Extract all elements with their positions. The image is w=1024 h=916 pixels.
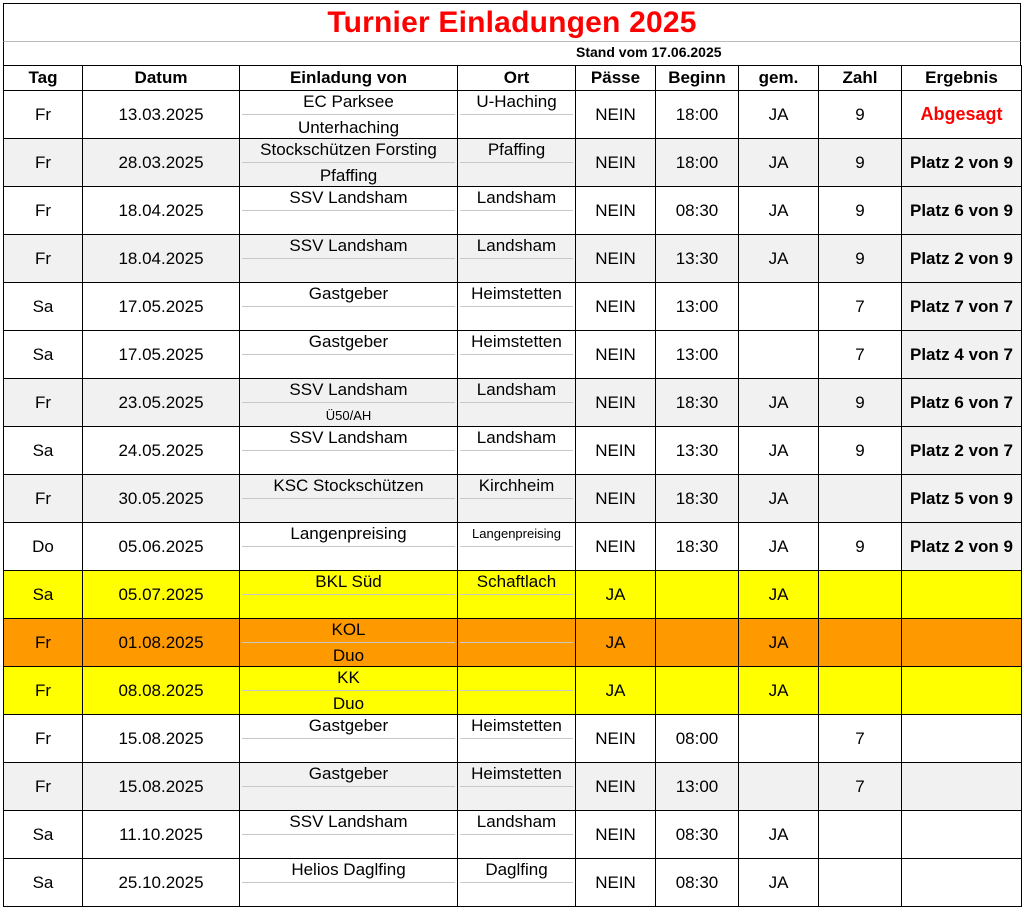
- cell-ergebnis: [902, 763, 1022, 811]
- cell-ergebnis: [902, 715, 1022, 763]
- cell-ergebnis: Platz 6 von 7: [902, 379, 1022, 427]
- header-row: [4, 66, 1022, 91]
- einladung-line1: Helios Daglfing: [242, 859, 455, 883]
- ort-value: Landsham: [460, 379, 573, 403]
- einladung-line2: [240, 787, 457, 810]
- cell-gem: JA: [739, 91, 819, 139]
- cell-ergebnis: [902, 859, 1022, 907]
- cell-zahl: 9: [819, 235, 902, 283]
- title-row: [3, 3, 1021, 41]
- cell-ergebnis: Platz 2 von 7: [902, 427, 1022, 475]
- cell-gem: JA: [739, 667, 819, 715]
- cell-paesse: JA: [576, 571, 656, 619]
- header-einladung: Einladung von: [240, 66, 458, 91]
- cell-gem: JA: [739, 811, 819, 859]
- table-row: [4, 523, 1022, 571]
- cell-gem: JA: [739, 475, 819, 523]
- header-zahl: Zahl: [819, 66, 902, 91]
- table-row: [4, 187, 1022, 235]
- cell-beginn: [656, 571, 739, 619]
- cell-tag: Fr: [4, 715, 83, 763]
- cell-zahl: 7: [819, 283, 902, 331]
- cell-ergebnis: Platz 6 von 9: [902, 187, 1022, 235]
- einladung-line2: [240, 883, 457, 906]
- cell-ergebnis: [902, 619, 1022, 667]
- tournament-table: [3, 65, 1022, 907]
- cell-gem: JA: [739, 571, 819, 619]
- cell-beginn: 13:30: [656, 427, 739, 475]
- cell-tag: Fr: [4, 91, 83, 139]
- cell-ergebnis: Platz 2 von 9: [902, 523, 1022, 571]
- cell-paesse: JA: [576, 619, 656, 667]
- ort-value: Langenpreising: [460, 523, 573, 547]
- einladung-line1: Stockschützen Forsting: [242, 139, 455, 163]
- cell-ort: [458, 523, 576, 571]
- ort-empty-line: [458, 451, 575, 474]
- cell-ergebnis: Platz 7 von 7: [902, 283, 1022, 331]
- cell-tag: Sa: [4, 859, 83, 907]
- cell-einladung: [240, 619, 458, 667]
- cell-gem: [739, 763, 819, 811]
- header-ergebnis: Ergebnis: [902, 66, 1022, 91]
- cell-beginn: [656, 667, 739, 715]
- ort-empty-line: [458, 403, 575, 426]
- table-row: [4, 571, 1022, 619]
- cell-einladung: [240, 331, 458, 379]
- table-row: [4, 331, 1022, 379]
- stand-row: [3, 41, 1021, 65]
- einladung-line2: Pfaffing: [319, 166, 378, 185]
- cell-ort: [458, 283, 576, 331]
- header-ort: Ort: [458, 66, 576, 91]
- einladung-line2: [240, 595, 457, 618]
- einladung-line1: Gastgeber: [242, 331, 455, 355]
- ort-value: Landsham: [460, 811, 573, 835]
- cell-ergebnis: [902, 667, 1022, 715]
- header-beginn: Beginn: [656, 66, 739, 91]
- einladung-line2: [240, 499, 457, 522]
- cell-einladung: [240, 379, 458, 427]
- cell-tag: Do: [4, 523, 83, 571]
- cell-beginn: 13:00: [656, 283, 739, 331]
- cell-zahl: [819, 667, 902, 715]
- cell-beginn: 08:00: [656, 715, 739, 763]
- einladung-line1: KSC Stockschützen: [242, 475, 455, 499]
- cell-beginn: 18:00: [656, 91, 739, 139]
- cell-ergebnis: Platz 5 von 9: [902, 475, 1022, 523]
- cell-paesse: NEIN: [576, 475, 656, 523]
- cell-tag: Sa: [4, 427, 83, 475]
- cell-zahl: 9: [819, 187, 902, 235]
- cell-beginn: 18:00: [656, 139, 739, 187]
- cell-gem: [739, 331, 819, 379]
- cell-ergebnis: Abgesagt: [902, 91, 1022, 139]
- cell-datum: 17.05.2025: [83, 331, 240, 379]
- einladung-line1: BKL Süd: [242, 571, 455, 595]
- cell-einladung: [240, 475, 458, 523]
- ort-empty-line: [458, 691, 575, 714]
- cell-gem: [739, 715, 819, 763]
- cell-tag: Fr: [4, 763, 83, 811]
- ort-empty-line: [458, 547, 575, 570]
- cell-datum: 05.06.2025: [83, 523, 240, 571]
- cell-einladung: [240, 427, 458, 475]
- einladung-line2: [240, 355, 457, 378]
- cell-ort: [458, 187, 576, 235]
- einladung-line1: Langenpreising: [242, 523, 455, 547]
- cell-datum: 05.07.2025: [83, 571, 240, 619]
- ort-empty-line: [458, 499, 575, 522]
- table-row: [4, 139, 1022, 187]
- einladung-line1: SSV Landsham: [242, 235, 455, 259]
- einladung-line2: [240, 259, 457, 282]
- table-row: [4, 283, 1022, 331]
- cell-ort: [458, 91, 576, 139]
- cell-datum: 11.10.2025: [83, 811, 240, 859]
- cell-zahl: 7: [819, 331, 902, 379]
- einladung-line1: Gastgeber: [242, 763, 455, 787]
- cell-datum: 13.03.2025: [83, 91, 240, 139]
- cell-tag: Sa: [4, 571, 83, 619]
- cell-gem: JA: [739, 139, 819, 187]
- cell-ort: [458, 139, 576, 187]
- cell-einladung: [240, 91, 458, 139]
- cell-datum: 30.05.2025: [83, 475, 240, 523]
- cell-paesse: NEIN: [576, 379, 656, 427]
- cell-tag: Fr: [4, 475, 83, 523]
- einladung-line2: [240, 739, 457, 762]
- cell-zahl: [819, 811, 902, 859]
- cell-tag: Fr: [4, 235, 83, 283]
- cell-einladung: [240, 187, 458, 235]
- cell-ergebnis: Platz 2 von 9: [902, 235, 1022, 283]
- cell-tag: Sa: [4, 283, 83, 331]
- cell-beginn: 18:30: [656, 523, 739, 571]
- stand-date: Stand vom 17.06.2025: [576, 44, 722, 60]
- cell-tag: Sa: [4, 811, 83, 859]
- ort-empty-line: [458, 211, 575, 234]
- cell-zahl: 9: [819, 139, 902, 187]
- ort-value: Heimstetten: [460, 331, 573, 355]
- table-row: [4, 235, 1022, 283]
- cell-zahl: 9: [819, 379, 902, 427]
- table-row: [4, 619, 1022, 667]
- cell-datum: 25.10.2025: [83, 859, 240, 907]
- ort-value: U-Haching: [460, 91, 573, 115]
- cell-paesse: NEIN: [576, 283, 656, 331]
- cell-beginn: 08:30: [656, 859, 739, 907]
- ort-value: Heimstetten: [460, 715, 573, 739]
- cell-beginn: 08:30: [656, 187, 739, 235]
- cell-beginn: 18:30: [656, 379, 739, 427]
- table-row: [4, 763, 1022, 811]
- cell-ort: [458, 763, 576, 811]
- cell-gem: JA: [739, 619, 819, 667]
- einladung-line2: Unterhaching: [297, 118, 400, 137]
- table-row: [4, 475, 1022, 523]
- einladung-line1: KOL: [242, 619, 455, 643]
- cell-paesse: NEIN: [576, 91, 656, 139]
- ort-empty-line: [458, 883, 575, 906]
- einladung-line1: SSV Landsham: [242, 427, 455, 451]
- cell-paesse: NEIN: [576, 331, 656, 379]
- einladung-line1: KK: [242, 667, 455, 691]
- cell-ort: [458, 859, 576, 907]
- cell-einladung: [240, 283, 458, 331]
- ort-empty-line: [458, 739, 575, 762]
- cell-zahl: [819, 619, 902, 667]
- ort-empty-line: [458, 163, 575, 186]
- cell-datum: 24.05.2025: [83, 427, 240, 475]
- einladung-line1: Gastgeber: [242, 715, 455, 739]
- cell-datum: 23.05.2025: [83, 379, 240, 427]
- cell-tag: Fr: [4, 619, 83, 667]
- table-row: [4, 859, 1022, 907]
- table-row: [4, 427, 1022, 475]
- cell-paesse: NEIN: [576, 859, 656, 907]
- cell-ort: [458, 235, 576, 283]
- cell-tag: Fr: [4, 139, 83, 187]
- cell-gem: JA: [739, 379, 819, 427]
- cell-zahl: [819, 859, 902, 907]
- ort-value: Landsham: [460, 187, 573, 211]
- ort-value: Pfaffing: [460, 139, 573, 163]
- cell-ort: [458, 811, 576, 859]
- einladung-line2: [240, 835, 457, 858]
- cell-datum: 18.04.2025: [83, 187, 240, 235]
- ort-empty-line: [458, 595, 575, 618]
- cell-tag: Fr: [4, 379, 83, 427]
- cell-ergebnis: [902, 811, 1022, 859]
- cell-zahl: 9: [819, 427, 902, 475]
- ort-value: Daglfing: [460, 859, 573, 883]
- cell-ergebnis: Platz 4 von 7: [902, 331, 1022, 379]
- cell-paesse: NEIN: [576, 139, 656, 187]
- header-gem: gem.: [739, 66, 819, 91]
- ort-empty-line: [458, 307, 575, 330]
- cell-beginn: 13:00: [656, 331, 739, 379]
- cell-ergebnis: Platz 2 von 9: [902, 139, 1022, 187]
- cell-ort: [458, 715, 576, 763]
- cell-datum: 17.05.2025: [83, 283, 240, 331]
- page-title: Turnier Einladungen 2025: [327, 5, 697, 39]
- ort-value: [460, 619, 573, 643]
- cell-paesse: NEIN: [576, 811, 656, 859]
- cell-ort: [458, 427, 576, 475]
- cell-einladung: [240, 763, 458, 811]
- cell-einladung: [240, 571, 458, 619]
- ort-value: [460, 667, 573, 691]
- cell-ort: [458, 331, 576, 379]
- einladung-line2: Duo: [332, 694, 365, 713]
- cell-datum: 01.08.2025: [83, 619, 240, 667]
- table-row: [4, 379, 1022, 427]
- einladung-line1: SSV Landsham: [242, 379, 455, 403]
- cell-datum: 15.08.2025: [83, 715, 240, 763]
- cell-beginn: 18:30: [656, 475, 739, 523]
- cell-gem: JA: [739, 859, 819, 907]
- cell-paesse: NEIN: [576, 523, 656, 571]
- cell-einladung: [240, 235, 458, 283]
- cell-beginn: [656, 619, 739, 667]
- cell-gem: JA: [739, 427, 819, 475]
- table-row: [4, 811, 1022, 859]
- ort-empty-line: [458, 787, 575, 810]
- ort-empty-line: [458, 355, 575, 378]
- ort-value: Schaftlach: [460, 571, 573, 595]
- cell-gem: JA: [739, 187, 819, 235]
- einladung-line2: [240, 211, 457, 234]
- cell-ort: [458, 571, 576, 619]
- header-tag: Tag: [4, 66, 83, 91]
- ort-empty-line: [458, 115, 575, 138]
- einladung-line1: EC Parksee: [242, 91, 455, 115]
- ort-empty-line: [458, 835, 575, 858]
- cell-tag: Fr: [4, 187, 83, 235]
- ort-value: Heimstetten: [460, 283, 573, 307]
- cell-paesse: NEIN: [576, 235, 656, 283]
- cell-zahl: 7: [819, 763, 902, 811]
- einladung-line1: Gastgeber: [242, 283, 455, 307]
- ort-empty-line: [458, 643, 575, 666]
- header-datum: Datum: [83, 66, 240, 91]
- cell-einladung: [240, 811, 458, 859]
- cell-ergebnis: [902, 571, 1022, 619]
- cell-gem: [739, 283, 819, 331]
- cell-paesse: NEIN: [576, 763, 656, 811]
- cell-zahl: 7: [819, 715, 902, 763]
- cell-zahl: 9: [819, 523, 902, 571]
- cell-gem: JA: [739, 235, 819, 283]
- einladung-line2: Ü50/AH: [325, 408, 372, 423]
- cell-ort: [458, 475, 576, 523]
- einladung-line2: Duo: [332, 646, 365, 665]
- cell-gem: JA: [739, 523, 819, 571]
- cell-paesse: JA: [576, 667, 656, 715]
- cell-beginn: 08:30: [656, 811, 739, 859]
- einladung-line1: SSV Landsham: [242, 811, 455, 835]
- einladung-line2: [240, 307, 457, 330]
- cell-zahl: [819, 571, 902, 619]
- ort-value: Landsham: [460, 427, 573, 451]
- cell-einladung: [240, 715, 458, 763]
- cell-beginn: 13:30: [656, 235, 739, 283]
- cell-tag: Fr: [4, 667, 83, 715]
- cell-tag: Sa: [4, 331, 83, 379]
- ort-empty-line: [458, 259, 575, 282]
- cell-ort: [458, 667, 576, 715]
- cell-zahl: [819, 475, 902, 523]
- cell-beginn: 13:00: [656, 763, 739, 811]
- cell-einladung: [240, 139, 458, 187]
- table-row: [4, 667, 1022, 715]
- cell-ort: [458, 379, 576, 427]
- header-paesse: Pässe: [576, 66, 656, 91]
- cell-einladung: [240, 667, 458, 715]
- table-row: [4, 91, 1022, 139]
- ort-value: Heimstetten: [460, 763, 573, 787]
- ort-value: Landsham: [460, 235, 573, 259]
- cell-datum: 28.03.2025: [83, 139, 240, 187]
- einladung-line2: [240, 451, 457, 474]
- ort-value: Kirchheim: [460, 475, 573, 499]
- cell-paesse: NEIN: [576, 715, 656, 763]
- cell-einladung: [240, 859, 458, 907]
- cell-paesse: NEIN: [576, 427, 656, 475]
- cell-paesse: NEIN: [576, 187, 656, 235]
- cell-ort: [458, 619, 576, 667]
- cell-datum: 18.04.2025: [83, 235, 240, 283]
- einladung-line1: SSV Landsham: [242, 187, 455, 211]
- cell-einladung: [240, 523, 458, 571]
- cell-zahl: 9: [819, 91, 902, 139]
- table-row: [4, 715, 1022, 763]
- cell-datum: 15.08.2025: [83, 763, 240, 811]
- einladung-line2: [240, 547, 457, 570]
- cell-datum: 08.08.2025: [83, 667, 240, 715]
